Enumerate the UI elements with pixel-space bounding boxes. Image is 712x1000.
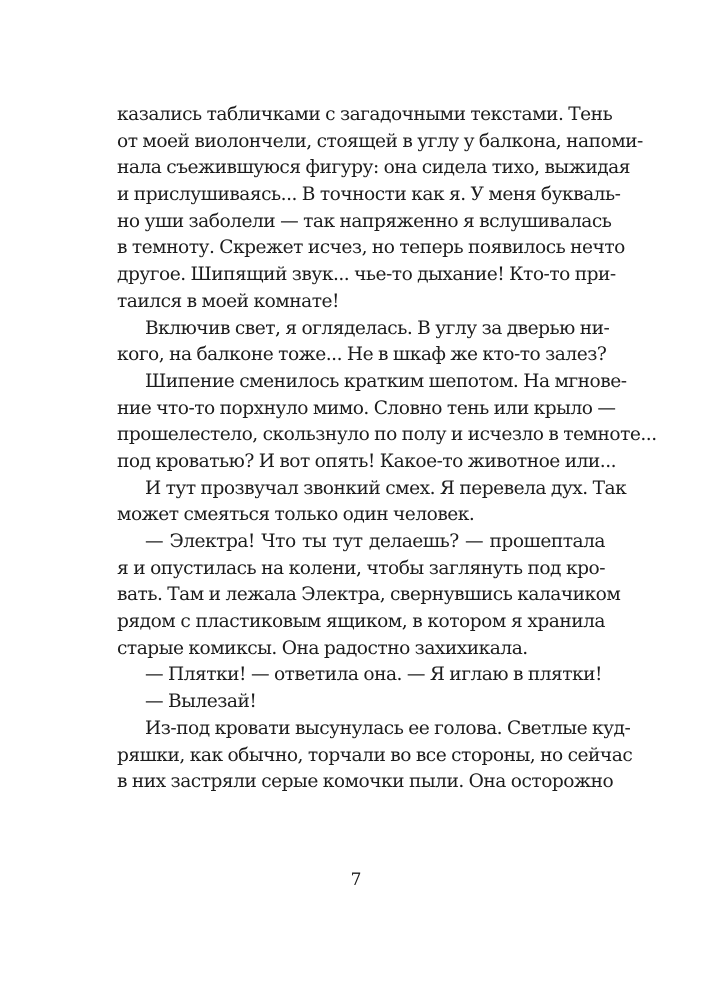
text-line: — Плятки! — ответила она. — Я иглаю в плятки! <box>145 664 603 686</box>
text-line: кого, на балконе тоже... Не в шкаф же кто-то залез? <box>117 344 607 366</box>
text-line: и прислушиваясь... В точности как я. У меня букваль- <box>117 184 621 206</box>
text-line: вать. Там и лежала Электра, свернувшись калачиком <box>117 584 621 606</box>
text-line: под кроватью? И вот опять! Какое-то животное или... <box>117 450 617 472</box>
text-line: рядом с пластиковым ящиком, в котором я хранила <box>117 611 605 633</box>
text-line: Включив свет, я огляделась. В углу за дверью ни- <box>145 317 610 339</box>
text-line: нала съежившуюся фигуру: она сидела тихо, выжидая <box>117 157 630 179</box>
text-line: Из-под кровати высунулась ее голова. Светлые куд- <box>145 717 631 739</box>
page-number: 7 <box>350 870 362 890</box>
text-line: Шипение сменилось кратким шепотом. На мгнове- <box>145 370 627 392</box>
body-text <box>117 102 657 796</box>
text-line: тaился в моей комнате! <box>117 290 339 312</box>
text-line: в них застряли серые комочки пыли. Она осторожно <box>117 771 614 793</box>
text-line: я и опустилась на колени, чтобы заглянуть под кро- <box>117 557 605 579</box>
text-line: но уши заболели — так напряженно я вслушивалась <box>117 210 612 232</box>
text-line: И тут прозвучал звонкий смех. Я перевела дух. Так <box>145 477 627 499</box>
text-line: — Вылезай! <box>145 691 257 713</box>
text-line: другое. Шипящий звук... чье-то дыхание! Кто-то при- <box>117 264 616 286</box>
text-line: старые комиксы. Она радостно захихикала. <box>117 637 528 659</box>
text-line: прошелестело, скользнуло по полу и исчезло в темноте... <box>117 424 657 446</box>
text-line: ряшки, как обычно, торчали во все стороны, но сейчас <box>117 744 633 766</box>
text-line: ние что-то порхнуло мимо. Словно тень или крыло — <box>117 397 616 419</box>
text-line: казались табличками с загадочными текстами. Тень <box>117 104 613 125</box>
text-line: в темноту. Скрежет исчез, но теперь появилось нечто <box>117 237 625 259</box>
text-line: от моей виолончели, стоящей в углу у балкона, напоми- <box>117 130 643 152</box>
text-line: — Электра! Что ты тут делаешь? — прошептала <box>145 531 605 552</box>
text-line: может смеяться только один человек. <box>117 504 475 526</box>
